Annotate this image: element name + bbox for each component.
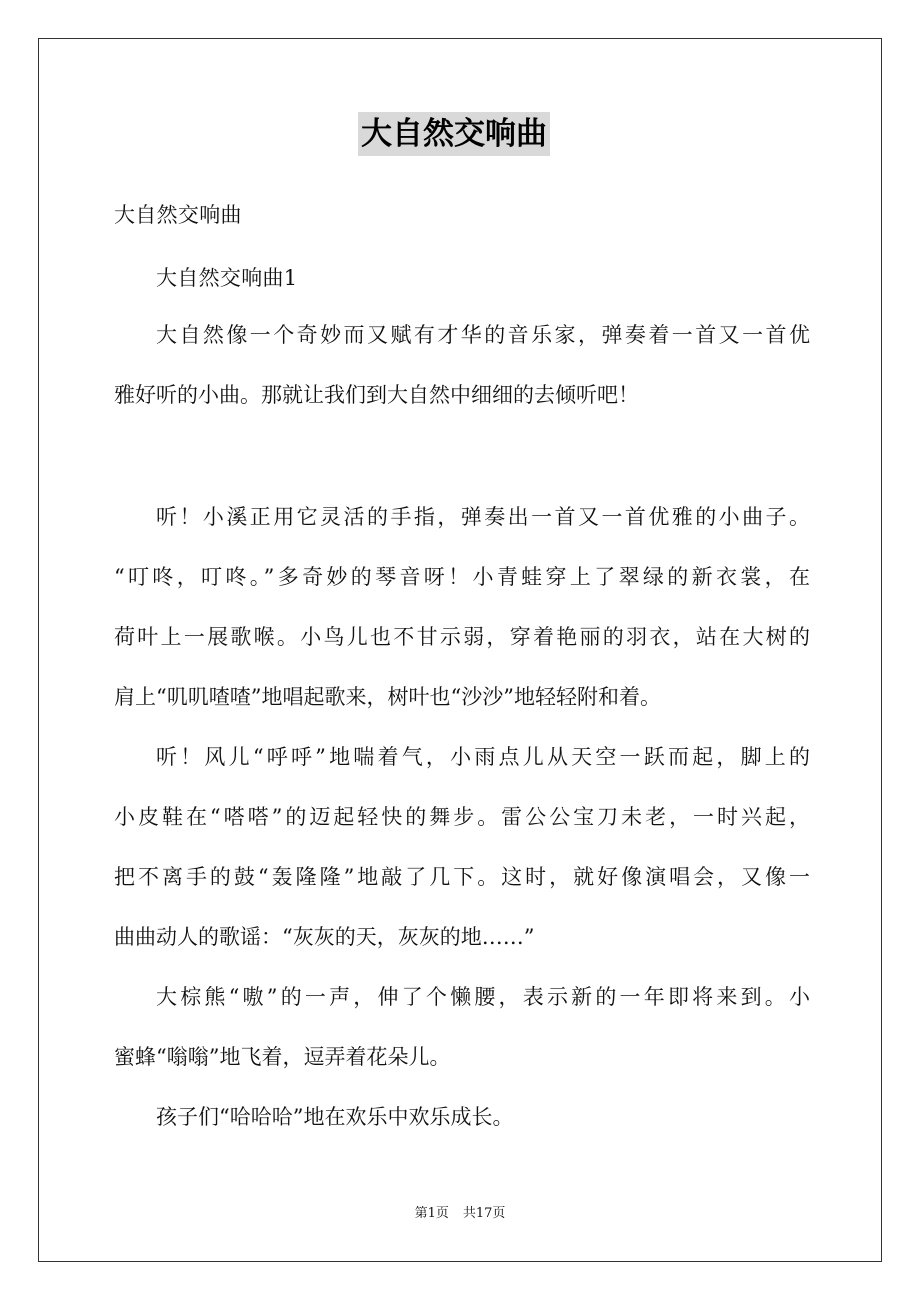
document-title: 大自然交响曲	[358, 112, 550, 156]
page-footer	[0, 1205, 920, 1223]
paragraph-1-line-1: 大自然像一个奇妙而又赋有才华的音乐家，弹奏着一首又一首优	[156, 323, 810, 347]
paragraph-1-line-2: 雅好听的小曲。那就让我们到大自然中细细的去倾听吧！	[114, 383, 639, 407]
paragraph-3-line-4: 曲曲动人的歌谣：“灰灰的天，灰灰的地……”	[114, 925, 535, 949]
paragraph-2-line-3: 荷叶上一展歌喉。小鸟儿也不甘示弱，穿着艳丽的羽衣，站在大树的	[114, 625, 810, 649]
paragraph-4-line-1: 大棕熊“嗷”的一声，伸了个懒腰，表示新的一年即将来到。小	[156, 985, 810, 1009]
paragraph-5-line-1: 孩子们“哈哈哈”地在欢乐中欢乐成长。	[156, 1105, 514, 1129]
paragraph-4-line-2: 蜜蜂“嗡嗡”地飞着，逗弄着花朵儿。	[114, 1045, 451, 1069]
paragraph-2-line-2: “叮咚，叮咚。”多奇妙的琴音呀！小青蛙穿上了翠绿的新衣裳，在	[114, 565, 810, 589]
paragraph-2-line-4: 肩上“叽叽喳喳”地唱起歌来，树叶也“沙沙”地轻轻附和着。	[114, 685, 661, 709]
page-number: 第1页	[414, 1206, 449, 1221]
section-heading: 大自然交响曲1	[156, 266, 298, 290]
paragraph-3-line-3: 把不离手的鼓“轰隆隆”地敲了几下。这时，就好像演唱会，又像一	[114, 865, 810, 889]
paragraph-3-line-1: 听！风儿“呼呼”地喘着气，小雨点儿从天空一跃而起，脚上的	[156, 745, 810, 769]
page-total: 共17页	[462, 1206, 506, 1221]
paragraph-2-line-1: 听！小溪正用它灵活的手指，弹奏出一首又一首优雅的小曲子。	[156, 505, 810, 529]
document-subtitle: 大自然交响曲	[114, 203, 242, 227]
paragraph-3-line-2: 小皮鞋在“嗒嗒”的迈起轻快的舞步。雷公公宝刀未老，一时兴起，	[114, 805, 810, 829]
